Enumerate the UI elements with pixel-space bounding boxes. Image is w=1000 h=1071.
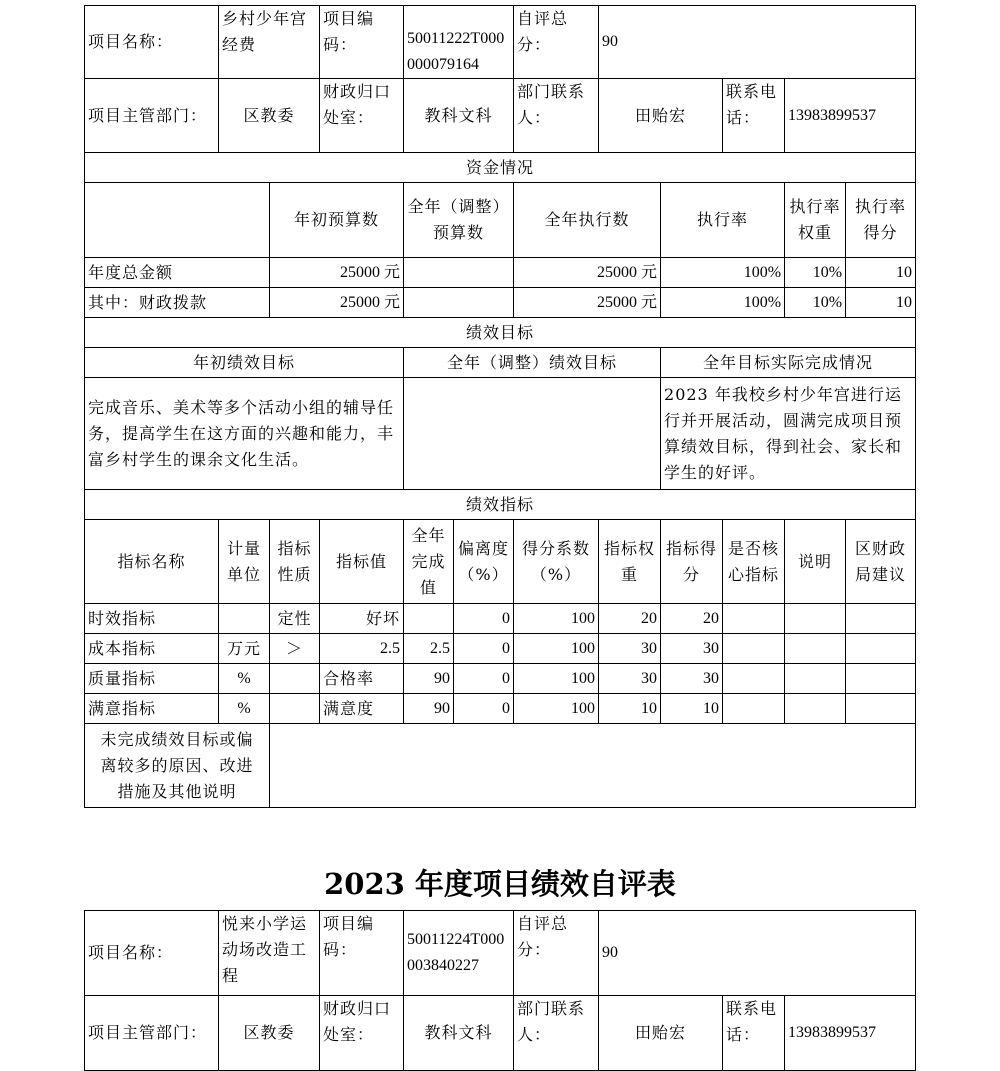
deviation-reason-label: 未完成绩效目标或偏离较多的原因、改进措施及其他说明 (85, 724, 270, 808)
indicator-name: 满意指标 (85, 694, 219, 724)
indicator-core (723, 664, 785, 694)
funds-col-score: 执行率得分 (846, 183, 916, 258)
funds-row-label: 其中：财政拨款 (85, 288, 270, 318)
funds-col-weight: 执行率权重 (785, 183, 846, 258)
project-name-label: 项目名称： (85, 911, 219, 996)
indicator-done: 2.5 (404, 634, 454, 664)
funds-row-weight: 10% (785, 288, 846, 318)
contact-value: 田贻宏 (599, 996, 723, 1071)
funds-col-adjusted: 全年（调整）预算数 (404, 183, 514, 258)
indicator-coefficient: 100 (514, 604, 599, 634)
funds-row-executed: 25000 元 (514, 258, 661, 288)
indicator-name: 成本指标 (85, 634, 219, 664)
indicator-advice (846, 694, 916, 724)
funds-row-score: 10 (846, 288, 916, 318)
indicator-deviation: 0 (454, 604, 514, 634)
indicator-nature (270, 694, 320, 724)
indicator-weight: 30 (599, 664, 661, 694)
indicator-done: 90 (404, 664, 454, 694)
indicator-advice (846, 634, 916, 664)
indicator-score: 20 (661, 604, 723, 634)
indicator-deviation: 0 (454, 694, 514, 724)
project-code-label: 项目编码： (320, 6, 404, 79)
indicator-col-done: 全年完成值 (404, 520, 454, 604)
funds-row-rate: 100% (661, 288, 785, 318)
project-code-value: 50011224T000003840227 (404, 911, 514, 996)
indicator-unit: % (219, 664, 270, 694)
dept-value: 区教委 (219, 79, 320, 153)
project-name-value: 乡村少年宫经费 (219, 6, 320, 79)
indicator-advice (846, 664, 916, 694)
indicator-weight: 10 (599, 694, 661, 724)
indicator-done (404, 604, 454, 634)
funds-col-rate: 执行率 (661, 183, 785, 258)
indicator-core (723, 634, 785, 664)
indicator-col-deviation: 偏离度（%） (454, 520, 514, 604)
contact-label: 部门联系人： (514, 996, 599, 1071)
project-name-label: 项目名称： (85, 6, 219, 79)
indicator-core (723, 604, 785, 634)
goal-actual-text: 2023 年我校乡村少年宫进行运行并开展活动，圆满完成项目预算绩效目标，得到社会、家长和学生的好评。 (661, 378, 916, 490)
deviation-reason-value (270, 724, 916, 808)
indicator-weight: 20 (599, 604, 661, 634)
indicator-col-score: 指标得分 (661, 520, 723, 604)
goal-adjusted-text (404, 378, 661, 490)
total-score-value: 90 (599, 6, 916, 79)
goals-col-initial: 年初绩效目标 (85, 348, 404, 378)
dept-value: 区教委 (219, 996, 320, 1071)
indicator-note (785, 604, 846, 634)
indicator-nature: 定性 (270, 604, 320, 634)
indicator-col-coefficient: 得分系数（%） (514, 520, 599, 604)
project-name-value: 悦来小学运动场改造工程 (219, 911, 320, 996)
dept-label: 项目主管部门： (85, 996, 219, 1071)
indicator-col-weight: 指标权重 (599, 520, 661, 604)
indicator-name: 质量指标 (85, 664, 219, 694)
indicator-coefficient: 100 (514, 664, 599, 694)
indicator-value: 满意度 (320, 694, 404, 724)
project-evaluation-table-1 (84, 5, 916, 808)
indicator-deviation: 0 (454, 634, 514, 664)
indicator-coefficient: 100 (514, 694, 599, 724)
indicator-col-advice: 区财政局建议 (846, 520, 916, 604)
indicator-done: 90 (404, 694, 454, 724)
indicator-score: 30 (661, 664, 723, 694)
indicator-col-core: 是否核心指标 (723, 520, 785, 604)
phone-label: 联系电话： (723, 996, 785, 1071)
funds-col-executed: 全年执行数 (514, 183, 661, 258)
indicator-score: 10 (661, 694, 723, 724)
indicator-nature: ＞ (270, 634, 320, 664)
indicator-value: 好坏 (320, 604, 404, 634)
funds-row-weight: 10% (785, 258, 846, 288)
dept-label: 项目主管部门： (85, 79, 219, 153)
indicator-name: 时效指标 (85, 604, 219, 634)
goals-section-header: 绩效目标 (85, 318, 916, 348)
funds-row-budget: 25000 元 (270, 258, 404, 288)
indicators-section-header: 绩效指标 (85, 490, 916, 520)
indicator-col-nature: 指标性质 (270, 520, 320, 604)
funds-row-executed: 25000 元 (514, 288, 661, 318)
indicator-score: 30 (661, 634, 723, 664)
funds-section-header: 资金情况 (85, 153, 916, 183)
goal-initial-text: 完成音乐、美术等多个活动小组的辅导任务，提高学生在这方面的兴趣和能力，丰富乡村学生的课余文化生活。 (85, 378, 404, 490)
indicator-col-unit: 计量单位 (219, 520, 270, 604)
total-score-label: 自评总分： (514, 911, 599, 996)
project-evaluation-table-2 (84, 910, 916, 1071)
indicator-advice (846, 604, 916, 634)
funds-row-adjusted (404, 258, 514, 288)
indicator-col-note: 说明 (785, 520, 846, 604)
contact-label: 部门联系人： (514, 79, 599, 153)
indicator-note (785, 664, 846, 694)
indicator-note (785, 694, 846, 724)
indicator-weight: 30 (599, 634, 661, 664)
phone-value: 13983899537 (785, 996, 916, 1071)
indicator-note (785, 634, 846, 664)
indicator-core (723, 694, 785, 724)
indicator-unit (219, 604, 270, 634)
project-code-label: 项目编码： (320, 911, 404, 996)
funds-row-adjusted (404, 288, 514, 318)
total-score-label: 自评总分： (514, 6, 599, 79)
phone-value: 13983899537 (785, 79, 916, 153)
contact-value: 田贻宏 (599, 79, 723, 153)
funds-row-rate: 100% (661, 258, 785, 288)
document-title: 2023 年度项目绩效自评表 (324, 867, 676, 901)
finance-label: 财政归口处室： (320, 996, 404, 1071)
finance-value: 教科文科 (404, 79, 514, 153)
funds-col-budget: 年初预算数 (270, 183, 404, 258)
finance-value: 教科文科 (404, 996, 514, 1071)
funds-row-score: 10 (846, 258, 916, 288)
phone-label: 联系电话： (723, 79, 785, 153)
indicator-value: 合格率 (320, 664, 404, 694)
indicator-unit: % (219, 694, 270, 724)
indicator-value: 2.5 (320, 634, 404, 664)
indicator-col-value: 指标值 (320, 520, 404, 604)
goals-col-adjusted: 全年（调整）绩效目标 (404, 348, 661, 378)
funds-header-blank (85, 183, 270, 258)
indicator-deviation: 0 (454, 664, 514, 694)
goals-col-actual: 全年目标实际完成情况 (661, 348, 916, 378)
funds-row-budget: 25000 元 (270, 288, 404, 318)
indicator-unit: 万元 (219, 634, 270, 664)
total-score-value: 90 (599, 911, 916, 996)
indicator-coefficient: 100 (514, 634, 599, 664)
project-code-value: 50011222T000000079164 (404, 6, 514, 79)
funds-row-label: 年度总金额 (85, 258, 270, 288)
indicator-col-name: 指标名称 (85, 520, 219, 604)
finance-label: 财政归口处室： (320, 79, 404, 153)
indicator-nature (270, 664, 320, 694)
